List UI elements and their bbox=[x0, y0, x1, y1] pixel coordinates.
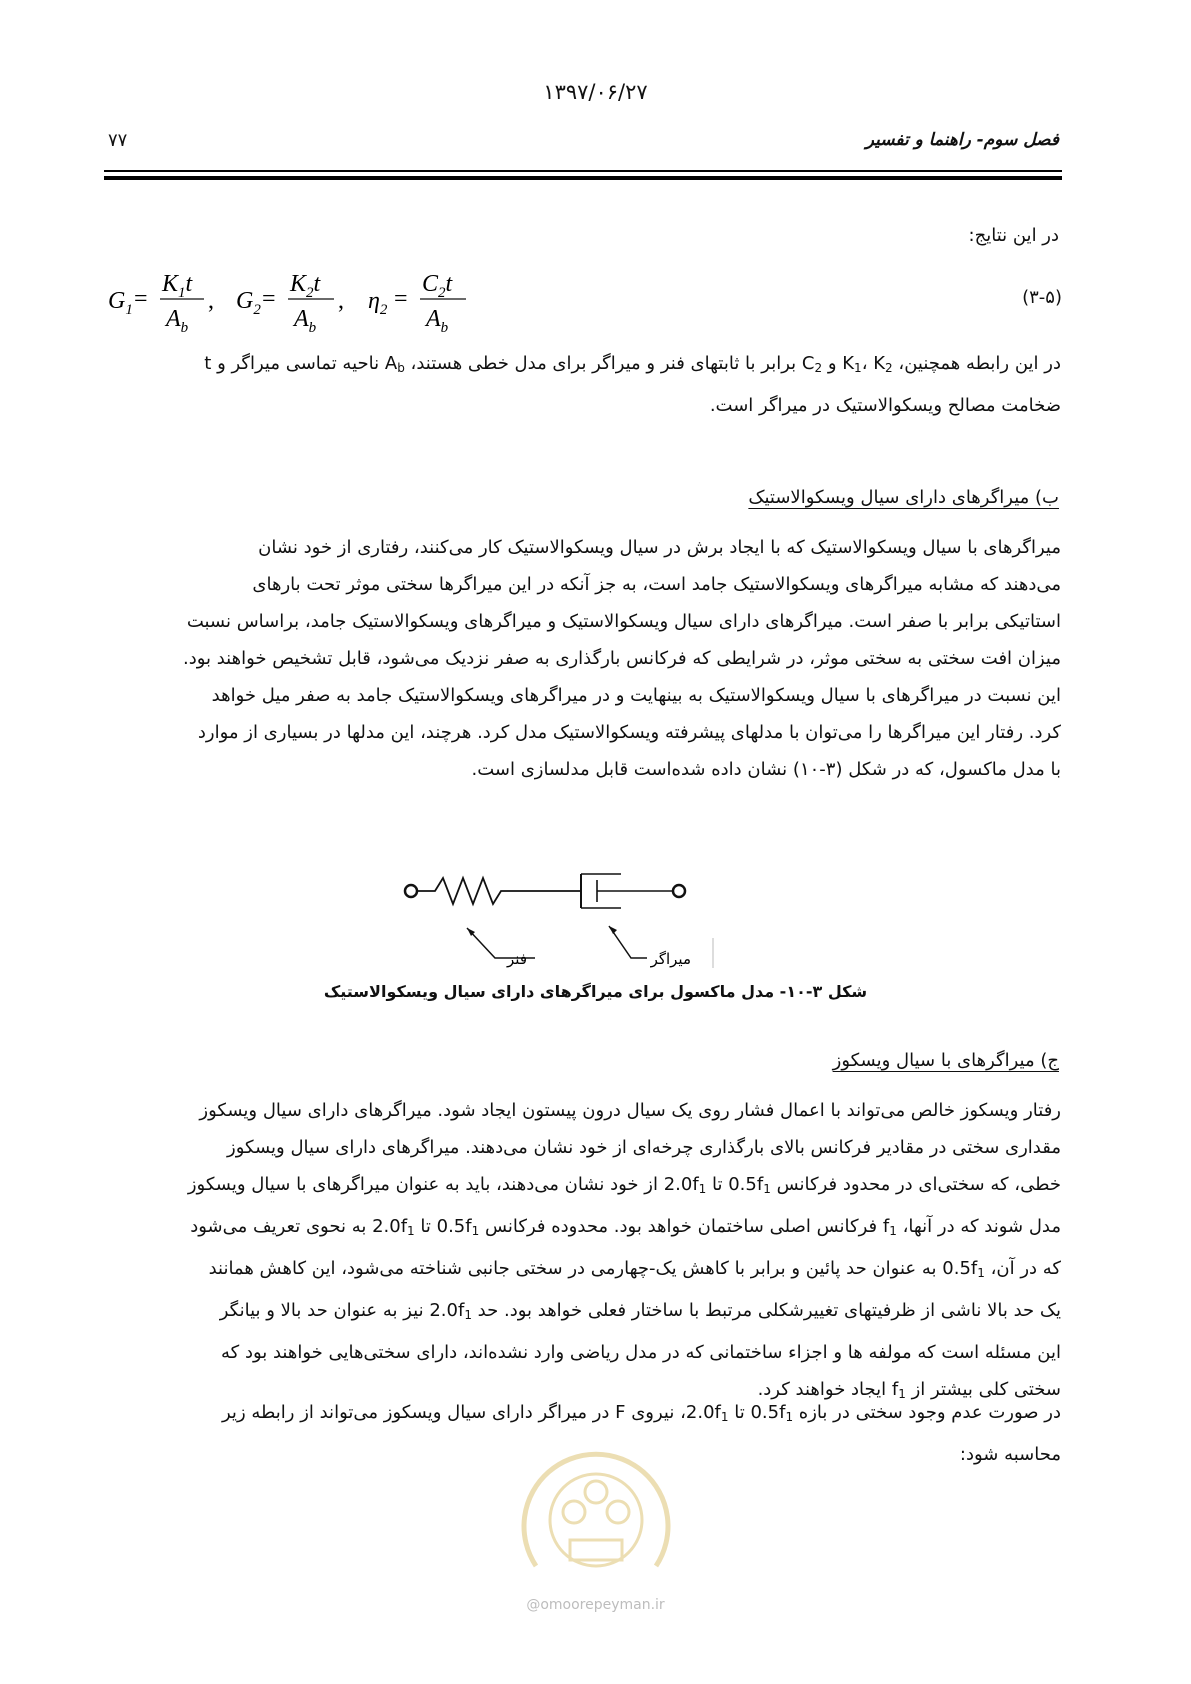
paragraph-line: خطی، که سختی‌ای در محدود فرکانس $0.5f_1$ تا $2.0f_1$ از خود نشان می‌دهند، باید به عنوان میراگرهای با سیال ویسکوز bbox=[187, 1174, 1061, 1196]
paragraph-line: میزان افت سختی به سختی موثر، در شرایطی که فرکانس بارگذاری به صفر نزدیک می‌شود، قابل تشخیص خواهند بود. bbox=[182, 648, 1061, 669]
paragraph-line: در صورت عدم وجود سختی در بازه $0.5f_1$ تا $2.0f_1،$ نیروی F در میراگر دارای سیال ویسکوز می‌تواند از رابطه زیر bbox=[222, 1402, 1061, 1424]
results-intro: در این نتایج: bbox=[968, 225, 1059, 246]
left-node bbox=[405, 885, 417, 897]
svg-text:Ab: $A_b$ bbox=[426, 306, 449, 335]
section-c-body bbox=[103, 1092, 1061, 1413]
equation-formula bbox=[104, 265, 484, 335]
svg-text:G2: $G_2$ bbox=[236, 288, 261, 318]
scale-icon bbox=[563, 1501, 585, 1523]
paragraph-line: مقداری سختی در مقادیر فرکانس بالای بارگذاری چرخه‌ای از خود نشان می‌دهند. میراگرهای دارای سیال ویسکوز bbox=[227, 1137, 1061, 1158]
building-icon bbox=[570, 1540, 622, 1560]
paragraph-line: سختی کلی بیشتر از $f_1$ ایجاد خواهند کرد. bbox=[757, 1379, 1061, 1401]
svg-text:η2: $\eta_2$ bbox=[368, 288, 388, 318]
paragraph-line: در این رابطه همچنین، $K_1،$ $K_2$ و $C_2$ برابر با ثابتهای فنر و میراگر برای مدل خطی هستند، $A_b$ ناحیه تماسی میراگر و t bbox=[204, 353, 1061, 375]
equation-number: (۳-۵) bbox=[1022, 287, 1062, 308]
paragraph-line: که در آن، $0.5f_1$ به عنوان حد پائین و برابر با کاهش یک-چهارمی در سختی جانبی شناخته می‌شود، این کاهش همانند bbox=[208, 1258, 1061, 1280]
watermark-logo bbox=[508, 1440, 684, 1590]
person-icon bbox=[585, 1481, 607, 1503]
paragraph-line: با مدل ماکسول، که در شکل (۳-۱۰) نشان داده شده‌است قابل مدلسازی است. bbox=[471, 759, 1061, 780]
svg-text:,: , bbox=[208, 288, 214, 314]
svg-text:=: = bbox=[134, 286, 148, 312]
spring-label: فنر bbox=[507, 950, 527, 968]
svg-text:Ab: $A_b$ bbox=[166, 306, 189, 335]
paragraph-line: یک حد بالا ناشی از ظرفیتهای تغییرشکلی مرتبط با ساختار فعلی خواهد بود. حد $2.0f_1$ نیز به عنوان حد بالا و بیانگر bbox=[219, 1300, 1061, 1322]
paragraph-line: می‌دهند که مشابه میراگرهای ویسکوالاستیک جامد است، به جز آنکه در این میراگرها سختی موثر تحت بارهای bbox=[252, 574, 1061, 595]
paragraph-line: مدل شوند که در آنها، $f_1$ فرکانس اصلی ساختمان خواهد بود. محدوده فرکانس $0.5f_1$ تا $2.0f_1$ به نحوی تعریف می‌شود bbox=[190, 1216, 1061, 1238]
svg-text:Ab: $A_b$ bbox=[294, 306, 317, 335]
paragraph-line: این مسئله است که مولفه ها و اجزاء ساختمانی که در مدل ریاضی وارد نشده‌اند، دارای سختی‌هایی خواهند بود که bbox=[221, 1342, 1061, 1363]
svg-text:=: = bbox=[394, 286, 408, 312]
page-date: ۱۳۹۷/۰۶/۲۷ bbox=[543, 80, 648, 104]
paragraph-line: رفتار ویسکوز خالص می‌تواند با اعمال فشار روی یک سیال درون پیستون ایجاد شود. میراگرهای دارای سیال ویسکوز bbox=[199, 1100, 1061, 1121]
right-node bbox=[673, 885, 685, 897]
section-b-body bbox=[103, 529, 1061, 788]
paragraph-line: استاتیکی برابر با صفر است. میراگرهای دارای سیال ویسکوالاستیک و میراگرهای ویسکوالاستیک جامد، براساس نسبت bbox=[186, 611, 1061, 632]
watermark-url: @omoorepeyman.ir bbox=[526, 1597, 665, 1613]
maxwell-model-figure bbox=[395, 872, 715, 972]
header-rule-thin bbox=[104, 170, 1062, 172]
equation-row bbox=[104, 265, 1062, 335]
header-rule-thick bbox=[104, 176, 1062, 180]
svg-text:K2t: $K_2t$ bbox=[290, 271, 321, 301]
svg-text:,: , bbox=[338, 288, 344, 314]
svg-text:G1: $G_1$ bbox=[108, 288, 133, 318]
chapter-title: فصل سوم- راهنما و تفسیر bbox=[865, 130, 1059, 150]
section-c-heading: ج) میراگرهای با سیال ویسکوز bbox=[832, 1050, 1059, 1071]
page-number: ۷۷ bbox=[108, 130, 128, 151]
figure-caption: شکل ۳-۱۰- مدل ماکسول برای میراگرهای دارای سیال ویسکوالاستیک bbox=[323, 982, 868, 1001]
spring bbox=[417, 878, 581, 904]
paragraph-line: ضخامت مصالح ویسکوالاستیک در میراگر است. bbox=[709, 395, 1061, 416]
paragraph-line: این نسبت در میراگرهای با سیال ویسکوالاستیک به بینهایت و در میراگرهای ویسکوالاستیک جامد به صفر میل خواهد bbox=[211, 685, 1061, 706]
svg-text:K1t: $K_1t$ bbox=[162, 271, 193, 301]
section-b-heading: ب) میراگرهای دارای سیال ویسکوالاستیک bbox=[748, 487, 1059, 508]
damper-label: میراگر bbox=[650, 950, 691, 968]
gear-icon bbox=[607, 1501, 629, 1523]
paragraph-parameters bbox=[103, 345, 1061, 424]
paragraph-line: میراگرهای با سیال ویسکوالاستیک که با ایجاد برش در سیال ویسکوالاستیک کار می‌کنند، رفتاری از خود نشان bbox=[258, 537, 1061, 558]
svg-text:C2t: $C_2t$ bbox=[422, 271, 453, 301]
paragraph-line: کرد. رفتار این میراگرها را می‌توان با مدلهای پیشرفته ویسکوالاستیک مدل کرد. هرچند، این مدلها در بسیاری از موارد bbox=[197, 722, 1061, 743]
svg-text:=: = bbox=[262, 286, 276, 312]
paragraph-line: محاسبه شود: bbox=[959, 1444, 1061, 1465]
